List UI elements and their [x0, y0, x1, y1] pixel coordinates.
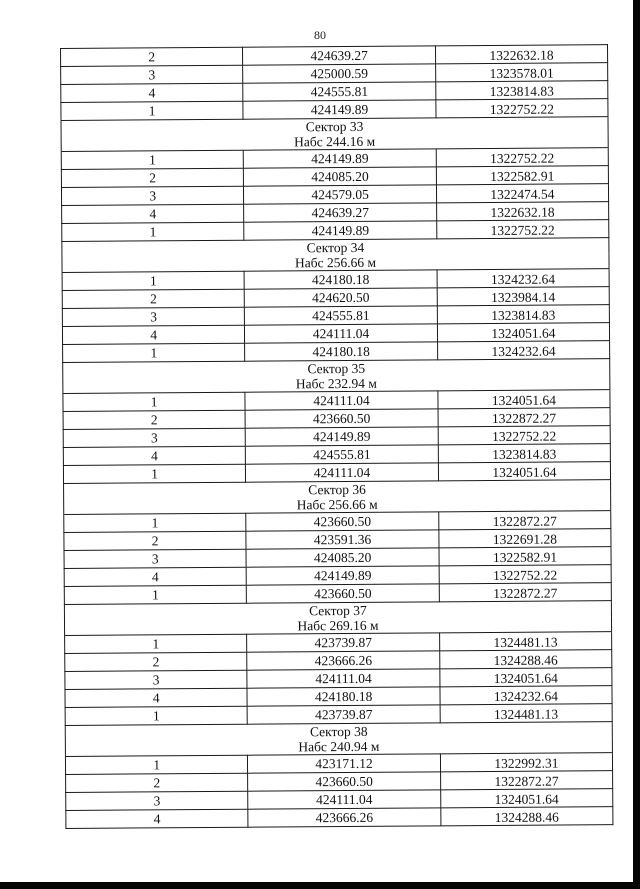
sector-title: Сектор 35 [63, 359, 610, 378]
y-coordinate-cell: 1323814.83 [438, 444, 610, 463]
sector-title: Сектор 36 [64, 480, 611, 499]
point-number-cell: 1 [65, 706, 247, 725]
point-number-cell: 1 [63, 464, 245, 483]
y-coordinate-cell: 1322872.27 [439, 511, 611, 530]
point-number-cell: 4 [66, 809, 248, 828]
sector-title: Сектор 38 [65, 722, 612, 741]
point-number-cell: 2 [64, 531, 246, 550]
y-coordinate-cell: 1322752.22 [439, 565, 611, 584]
sector-height: Набс 269.16 м [64, 616, 611, 635]
point-number-cell: 1 [65, 634, 247, 653]
sector-height: Набс 232.94 м [63, 374, 610, 393]
y-coordinate-cell: 1324051.64 [441, 789, 613, 808]
sector-title: Сектор 33 [61, 117, 608, 136]
point-number-cell: 1 [61, 101, 243, 120]
y-coordinate-cell: 1324051.64 [438, 462, 610, 481]
y-coordinate-cell: 1324481.13 [440, 704, 612, 723]
point-number-cell: 3 [65, 670, 247, 689]
x-coordinate-cell: 424620.50 [245, 288, 438, 307]
point-number-cell: 1 [62, 222, 244, 241]
point-number-cell: 2 [66, 773, 248, 792]
x-coordinate-cell: 423666.26 [247, 651, 440, 670]
y-coordinate-cell: 1324051.64 [438, 390, 610, 409]
x-coordinate-cell: 424111.04 [247, 669, 440, 688]
y-coordinate-cell: 1322752.22 [438, 426, 610, 445]
point-number-cell: 4 [61, 83, 243, 102]
x-coordinate-cell: 424555.81 [243, 82, 436, 101]
point-number-cell: 2 [62, 289, 244, 308]
point-number-cell: 3 [66, 791, 248, 810]
y-coordinate-cell: 1322752.22 [436, 99, 608, 118]
x-coordinate-cell: 423660.50 [248, 772, 441, 791]
point-number-cell: 1 [63, 343, 245, 362]
point-number-cell: 1 [65, 755, 247, 774]
y-coordinate-cell: 1322872.27 [439, 583, 611, 602]
point-number-cell: 2 [63, 410, 245, 429]
point-number-cell: 4 [64, 567, 246, 586]
scan-border-right [633, 0, 640, 889]
y-coordinate-cell: 1324051.64 [437, 323, 609, 342]
point-number-cell: 3 [62, 307, 244, 326]
point-number-cell: 3 [64, 549, 246, 568]
sector-height: Набс 256.66 м [64, 495, 611, 514]
x-coordinate-cell: 423660.50 [246, 512, 439, 531]
sector-title: Сектор 37 [64, 601, 611, 620]
y-coordinate-cell: 1324232.64 [437, 269, 609, 288]
x-coordinate-cell: 424639.27 [243, 46, 436, 65]
x-coordinate-cell: 424555.81 [246, 445, 439, 464]
coordinates-table-body [61, 45, 613, 829]
x-coordinate-cell: 424180.18 [247, 687, 440, 706]
y-coordinate-cell: 1324481.13 [439, 632, 611, 651]
x-coordinate-cell: 424085.20 [244, 167, 437, 186]
scan-border-bottom [0, 882, 640, 889]
x-coordinate-cell: 424149.89 [245, 427, 438, 446]
sector-title: Сектор 34 [62, 238, 609, 257]
y-coordinate-cell: 1324232.64 [437, 341, 609, 360]
x-coordinate-cell: 423660.50 [245, 409, 438, 428]
x-coordinate-cell: 424579.05 [244, 185, 437, 204]
x-coordinate-cell: 424180.18 [244, 270, 437, 289]
point-number-cell: 4 [63, 446, 245, 465]
y-coordinate-cell: 1324051.64 [440, 668, 612, 687]
point-number-cell: 1 [63, 392, 245, 411]
y-coordinate-cell: 1323814.83 [437, 305, 609, 324]
point-number-cell: 3 [63, 428, 245, 447]
page-number: 80 [314, 28, 326, 42]
x-coordinate-cell: 423660.50 [247, 584, 440, 603]
point-number-cell: 4 [62, 325, 244, 344]
point-number-cell: 2 [61, 47, 243, 66]
y-coordinate-cell: 1322752.22 [437, 220, 609, 239]
point-number-cell: 4 [62, 204, 244, 223]
x-coordinate-cell: 424555.81 [245, 306, 438, 325]
point-number-cell: 3 [61, 65, 243, 84]
x-coordinate-cell: 424149.89 [246, 566, 439, 585]
x-coordinate-cell: 423591.36 [246, 530, 439, 549]
x-coordinate-cell: 424149.89 [244, 221, 437, 240]
x-coordinate-cell: 424149.89 [243, 100, 436, 119]
y-coordinate-cell: 1324288.46 [440, 650, 612, 669]
y-coordinate-cell: 1322691.28 [439, 529, 611, 548]
x-coordinate-cell: 423739.87 [247, 633, 440, 652]
point-number-cell: 1 [64, 513, 246, 532]
x-coordinate-cell: 424149.89 [244, 149, 437, 168]
y-coordinate-cell: 1322582.91 [436, 166, 608, 185]
table-row [66, 807, 613, 829]
point-number-cell: 2 [65, 652, 247, 671]
y-coordinate-cell: 1322992.31 [440, 753, 612, 772]
sector-height: Набс 256.66 м [62, 253, 609, 272]
x-coordinate-cell: 425000.59 [243, 64, 436, 83]
x-coordinate-cell: 424111.04 [246, 463, 439, 482]
x-coordinate-cell: 423666.26 [248, 808, 441, 827]
point-number-cell: 4 [65, 688, 247, 707]
point-number-cell: 1 [64, 585, 246, 604]
y-coordinate-cell: 1323814.83 [436, 81, 608, 100]
sector-height: Набс 244.16 м [61, 132, 608, 151]
x-coordinate-cell: 424111.04 [245, 324, 438, 343]
x-coordinate-cell: 424639.27 [244, 203, 437, 222]
y-coordinate-cell: 1322632.18 [435, 45, 607, 64]
y-coordinate-cell: 1324232.64 [440, 686, 612, 705]
x-coordinate-cell: 423171.12 [248, 754, 441, 773]
x-coordinate-cell: 424180.18 [245, 342, 438, 361]
x-coordinate-cell: 424111.04 [245, 391, 438, 410]
point-number-cell: 3 [61, 186, 243, 205]
y-coordinate-cell: 1324288.46 [441, 807, 613, 826]
y-coordinate-cell: 1323578.01 [435, 63, 607, 82]
point-number-cell: 1 [61, 150, 243, 169]
y-coordinate-cell: 1322582.91 [439, 547, 611, 566]
coordinates-table [60, 44, 613, 829]
y-coordinate-cell: 1322872.27 [438, 408, 610, 427]
y-coordinate-cell: 1322752.22 [436, 148, 608, 167]
point-number-cell: 2 [61, 168, 243, 187]
sector-height: Набс 240.94 м [65, 737, 612, 756]
x-coordinate-cell: 424111.04 [248, 790, 441, 809]
y-coordinate-cell: 1322632.18 [436, 202, 608, 221]
point-number-cell: 1 [62, 271, 244, 290]
y-coordinate-cell: 1323984.14 [437, 287, 609, 306]
x-coordinate-cell: 423739.87 [247, 705, 440, 724]
y-coordinate-cell: 1322872.27 [440, 771, 612, 790]
x-coordinate-cell: 424085.20 [246, 548, 439, 567]
y-coordinate-cell: 1322474.54 [436, 184, 608, 203]
